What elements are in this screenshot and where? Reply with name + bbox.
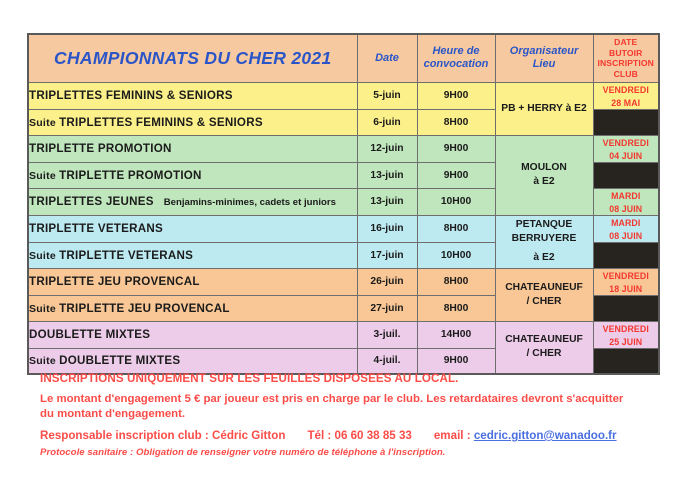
row-event-label: DOUBLETTE MIXTES bbox=[59, 354, 181, 368]
row-butoir-cell bbox=[593, 268, 659, 295]
row-heure-cell: 9H00 bbox=[417, 135, 495, 162]
column-header-butoir-line3: INSCRIPTION bbox=[597, 58, 654, 69]
row-date-cell: 3-juil. bbox=[357, 321, 417, 348]
row-event-prefix: Suite bbox=[29, 302, 60, 315]
row-organisateur-cell: PB + HERRY à E2 bbox=[495, 82, 593, 135]
row-date-cell: 13-juin bbox=[357, 162, 417, 188]
organisateur-line1: CHATEAUNEUF bbox=[505, 281, 583, 293]
row-date-cell: 6-juin bbox=[357, 109, 417, 135]
row-event-label: TRIPLETTE VETERANS bbox=[59, 248, 194, 262]
championship-schedule-table bbox=[27, 33, 660, 375]
row-date-cell: 16-juin bbox=[357, 215, 417, 242]
row-event-cell bbox=[28, 82, 357, 109]
contact-responsible-label: Responsable inscription club : Cédric Gitton bbox=[40, 429, 286, 442]
table-row bbox=[28, 321, 659, 348]
butoir-line2: 28 MAI bbox=[611, 98, 641, 108]
row-event-label: TRIPLETTE PROMOTION bbox=[59, 168, 202, 182]
row-heure-cell: 8H00 bbox=[417, 109, 495, 135]
row-butoir-cell-empty bbox=[593, 242, 659, 268]
row-event-cell bbox=[28, 295, 357, 321]
contact-phone-label: Tél : 06 60 38 85 33 bbox=[307, 429, 412, 442]
column-header-date-label: Date bbox=[375, 51, 399, 64]
butoir-line2: 18 JUIN bbox=[609, 284, 643, 294]
row-organisateur-cell bbox=[495, 321, 593, 374]
organisateur-line2: à E2 bbox=[533, 176, 555, 187]
table-row bbox=[28, 268, 659, 295]
row-event-prefix: Suite bbox=[29, 169, 60, 182]
row-event-label: TRIPLETTES JEUNES bbox=[29, 195, 154, 208]
row-butoir-cell bbox=[593, 188, 659, 215]
table-header-row bbox=[28, 34, 659, 82]
row-heure-cell: 9H00 bbox=[417, 348, 495, 374]
organisateur-line2: / CHER bbox=[526, 348, 562, 360]
organisateur-line3: à E2 bbox=[533, 252, 555, 263]
butoir-line2: 08 JUIN bbox=[609, 231, 643, 241]
butoir-line1: VENDREDI bbox=[602, 84, 649, 95]
column-header-heure-line2: convocation bbox=[423, 58, 489, 71]
row-event-label: TRIPLETTE JEU PROVENCAL bbox=[59, 301, 230, 315]
column-header-heure bbox=[417, 34, 495, 82]
row-event-label: TRIPLETTES FEMININS & SENIORS bbox=[59, 115, 263, 129]
row-event-cell bbox=[28, 242, 357, 268]
contact-email-label: email : bbox=[433, 429, 471, 442]
row-event-label: DOUBLETTE MIXTES bbox=[29, 328, 151, 341]
row-heure-cell: 8H00 bbox=[417, 215, 495, 242]
row-heure-cell: 8H00 bbox=[417, 268, 495, 295]
butoir-line1: VENDREDI bbox=[602, 270, 649, 281]
table-row bbox=[28, 215, 659, 242]
row-date-cell: 5-juin bbox=[357, 82, 417, 109]
row-butoir-cell bbox=[593, 215, 659, 242]
notes-headline: INSCRIPTIONS UNIQUEMENT SUR LES FEUILLES DISPOSEES AU LOCAL. bbox=[40, 372, 459, 385]
column-header-butoir-line4: CLUB bbox=[613, 68, 638, 79]
column-header-butoir-line2: BUTOIR bbox=[609, 47, 643, 58]
column-header-organisateur-line1: Organisateur bbox=[509, 45, 579, 58]
notes-health-protocol: Protocole sanitaire : Obligation de renseigner votre numéro de téléphone à l'inscription. bbox=[40, 447, 446, 458]
row-event-cell bbox=[28, 215, 357, 242]
butoir-line2: 04 JUIN bbox=[609, 151, 643, 161]
row-event-cell bbox=[28, 321, 357, 348]
column-header-heure-line1: Heure de bbox=[432, 45, 480, 58]
organisateur-line2: BERRUYERE bbox=[511, 233, 577, 244]
row-date-cell: 27-juin bbox=[357, 295, 417, 321]
row-event-cell bbox=[28, 162, 357, 188]
row-event-cell bbox=[28, 188, 357, 215]
column-header-butoir-line1: DATE bbox=[614, 37, 638, 48]
organisateur-line1: PETANQUE bbox=[515, 219, 573, 230]
row-butoir-cell bbox=[593, 321, 659, 348]
row-event-cell bbox=[28, 109, 357, 135]
column-header-date-butoir bbox=[593, 34, 659, 82]
column-header-organisateur bbox=[495, 34, 593, 82]
organisateur-line1: MOULON bbox=[521, 162, 567, 173]
row-event-label: TRIPLETTE VETERANS bbox=[29, 222, 163, 235]
row-organisateur-cell bbox=[495, 135, 593, 215]
row-event-cell bbox=[28, 135, 357, 162]
butoir-line1: VENDREDI bbox=[602, 137, 649, 148]
row-event-cell bbox=[28, 268, 357, 295]
row-date-cell: 12-juin bbox=[357, 135, 417, 162]
notes-body: Le montant d'engagement 5 € par joueur est pris en charge par le club. Les retardataires devront s'acquitter du montant d'engagement. bbox=[40, 393, 624, 420]
butoir-line1: MARDI bbox=[611, 217, 641, 228]
row-event-label: TRIPLETTE PROMOTION bbox=[29, 142, 172, 155]
row-event-prefix: Suite bbox=[29, 249, 60, 262]
row-heure-cell: 9H00 bbox=[417, 82, 495, 109]
row-event-prefix: Suite bbox=[29, 116, 60, 129]
row-heure-cell: 10H00 bbox=[417, 188, 495, 215]
row-date-cell: 26-juin bbox=[357, 268, 417, 295]
row-heure-cell: 14H00 bbox=[417, 321, 495, 348]
row-date-cell: 17-juin bbox=[357, 242, 417, 268]
row-event-cell bbox=[28, 348, 357, 374]
column-header-organisateur-line2: Lieu bbox=[532, 58, 556, 71]
table-row bbox=[28, 82, 659, 109]
organisateur-line2: / CHER bbox=[526, 295, 562, 307]
row-butoir-cell-empty bbox=[593, 109, 659, 135]
table-row bbox=[28, 135, 659, 162]
row-date-cell: 13-juin bbox=[357, 188, 417, 215]
row-event-prefix: Suite bbox=[29, 355, 60, 368]
row-heure-cell: 8H00 bbox=[417, 295, 495, 321]
row-organisateur-cell bbox=[495, 268, 593, 321]
butoir-line1: MARDI bbox=[611, 190, 641, 201]
row-date-cell: 4-juil. bbox=[357, 348, 417, 374]
row-butoir-cell-empty bbox=[593, 348, 659, 374]
row-butoir-cell bbox=[593, 82, 659, 109]
butoir-line1: VENDREDI bbox=[602, 323, 649, 334]
butoir-line2: 25 JUIN bbox=[609, 337, 643, 347]
row-event-label: TRIPLETTES FEMININS & SENIORS bbox=[29, 89, 233, 102]
row-butoir-cell bbox=[593, 135, 659, 162]
notes-section bbox=[40, 372, 650, 458]
organisateur-line1: CHATEAUNEUF bbox=[505, 334, 583, 346]
row-butoir-cell-empty bbox=[593, 295, 659, 321]
row-butoir-cell-empty bbox=[593, 162, 659, 188]
contact-email-link[interactable]: cedric.gitton@wanadoo.fr bbox=[473, 429, 617, 442]
page-title: CHAMPIONNATS DU CHER 2021 bbox=[28, 34, 357, 82]
row-heure-cell: 9H00 bbox=[417, 162, 495, 188]
row-event-sublabel: Benjamins-minimes, cadets et juniors bbox=[163, 197, 336, 208]
butoir-line2: 08 JUIN bbox=[609, 204, 643, 214]
row-event-label: TRIPLETTE JEU PROVENCAL bbox=[29, 275, 200, 288]
row-organisateur-cell bbox=[495, 215, 593, 268]
row-heure-cell: 10H00 bbox=[417, 242, 495, 268]
notes-contact-line bbox=[40, 429, 650, 442]
column-header-date bbox=[357, 34, 417, 82]
